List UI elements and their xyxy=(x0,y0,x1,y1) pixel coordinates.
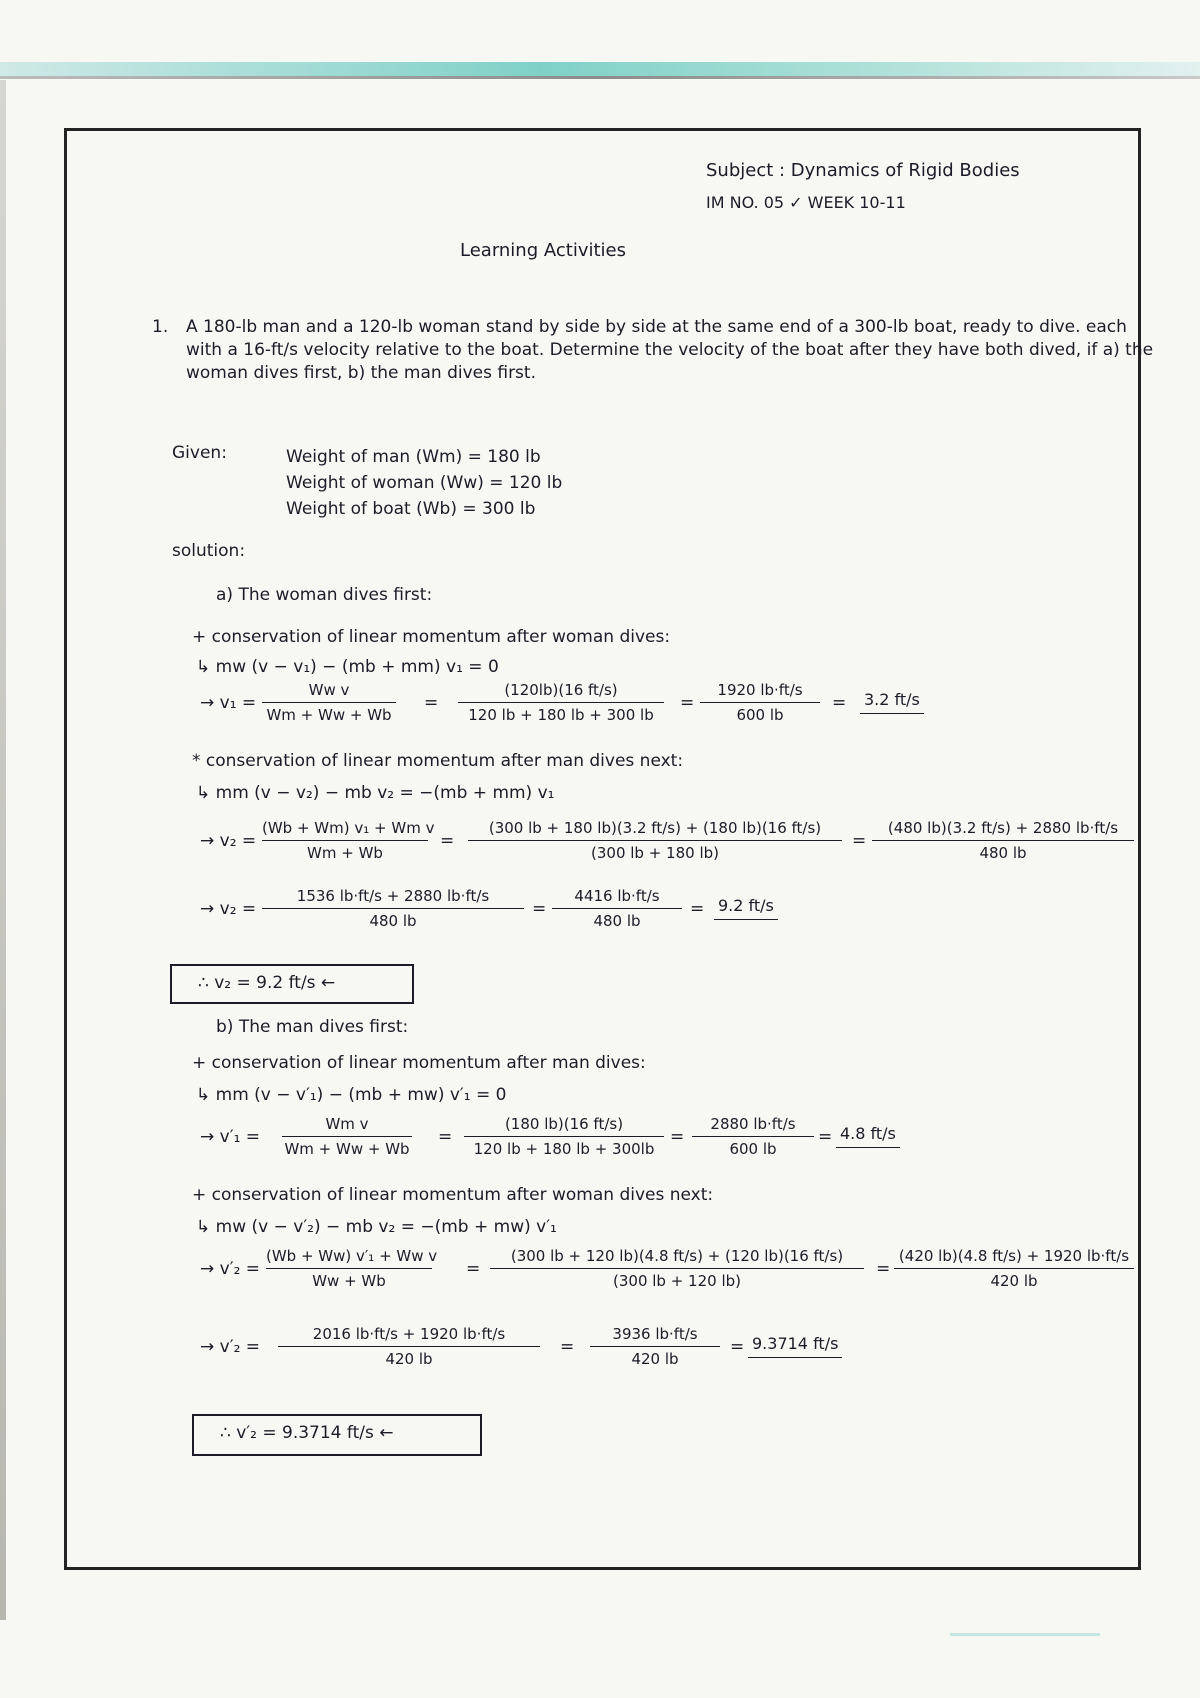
equals-sign: = xyxy=(852,831,867,851)
fraction-denominator: 600 lb xyxy=(736,706,784,724)
part-a-step2-fraction-substituted xyxy=(468,818,842,863)
fraction-denominator: 480 lb xyxy=(369,912,417,930)
fraction-denominator: (300 lb + 120 lb) xyxy=(613,1272,741,1290)
part-a-step1-note: + conservation of linear momentum after woman dives: xyxy=(192,627,671,647)
problem-number: 1. xyxy=(152,317,169,337)
part-a-step3-fraction-sum xyxy=(262,886,524,931)
equals-sign: = xyxy=(730,1337,745,1357)
part-a-step1-fraction-simplified xyxy=(700,680,820,725)
fraction-denominator: 600 lb xyxy=(729,1140,777,1158)
part-b-step1-note: + conservation of linear momentum after man dives: xyxy=(192,1053,646,1073)
part-a-step1-equation: ↳ mw (v − v₁) − (mb + mm) v₁ = 0 xyxy=(196,657,499,677)
fraction-denominator: 120 lb + 180 lb + 300 lb xyxy=(468,706,654,724)
part-b-step3-fraction-sum xyxy=(278,1324,540,1369)
fraction-numerator: 2016 lb·ft/s + 1920 lb·ft/s xyxy=(312,1325,506,1343)
equals-sign: = xyxy=(670,1127,685,1147)
fraction-numerator: (120lb)(16 ft/s) xyxy=(504,681,618,699)
part-b-step1-fraction-substituted xyxy=(464,1114,664,1159)
fraction-numerator: 3936 lb·ft/s xyxy=(612,1325,698,1343)
equals-sign: = xyxy=(876,1259,891,1279)
part-a-answer-box: ∴ v₂ = 9.2 ft/s ← xyxy=(170,964,414,1004)
fraction-numerator: (480 lb)(3.2 ft/s) + 2880 lb·ft/s xyxy=(887,819,1119,837)
given-label: Given: xyxy=(172,443,227,463)
part-a-step2-fraction-symbolic xyxy=(262,818,435,863)
solution-label: solution: xyxy=(172,541,246,561)
part-b-step2-fraction-substituted xyxy=(490,1246,864,1291)
fraction-denominator: 420 lb xyxy=(631,1350,679,1368)
fraction-numerator: (Wb + Wm) v₁ + Wm v xyxy=(262,819,435,837)
page-title: Learning Activities xyxy=(460,240,626,261)
part-a-step3-fraction-total xyxy=(552,886,682,931)
fraction-numerator: 4416 lb·ft/s xyxy=(574,887,660,905)
equals-sign: = xyxy=(440,831,455,851)
equals-sign: = xyxy=(680,693,695,713)
fraction-numerator: (300 lb + 120 lb)(4.8 ft/s) + (120 lb)(16 ft/s) xyxy=(510,1247,844,1265)
im-week-line: IM NO. 05 ✓ WEEK 10-11 xyxy=(706,193,906,212)
fraction-denominator: 420 lb xyxy=(990,1272,1038,1290)
part-b-step2-note: + conservation of linear momentum after woman dives next: xyxy=(192,1185,714,1205)
part-a-v1-result: 3.2 ft/s xyxy=(860,690,924,714)
part-b-v2-result: 9.3714 ft/s xyxy=(748,1334,842,1358)
part-b-step3-lead: → v′₂ = xyxy=(200,1337,261,1357)
part-b-step1-fraction-simplified xyxy=(692,1114,814,1159)
part-b-step1-fraction-symbolic xyxy=(282,1114,412,1159)
subject-line: Subject : Dynamics of Rigid Bodies xyxy=(706,160,1020,181)
part-a-v2-result: 9.2 ft/s xyxy=(714,896,778,920)
fraction-denominator: Wm + Ww + Wb xyxy=(284,1140,410,1158)
part-a-step1-fraction-substituted xyxy=(458,680,664,725)
fraction-denominator: 480 lb xyxy=(979,844,1027,862)
part-a-step2-lead: → v₂ = xyxy=(200,831,257,851)
fraction-numerator: Wm v xyxy=(325,1115,369,1133)
equals-sign: = xyxy=(560,1337,575,1357)
part-a-step2-note: * conservation of linear momentum after man dives next: xyxy=(192,751,684,771)
equals-sign: = xyxy=(532,899,547,919)
fraction-denominator: 120 lb + 180 lb + 300lb xyxy=(473,1140,655,1158)
scan-bottom-mark xyxy=(950,1633,1100,1636)
fraction-denominator: (300 lb + 180 lb) xyxy=(591,844,719,862)
equals-sign: = xyxy=(466,1259,481,1279)
given-line-man: Weight of man (Wm) = 180 lb xyxy=(286,447,541,467)
part-b-step1-lead: → v′₁ = xyxy=(200,1127,261,1147)
part-b-step2-lead: → v′₂ = xyxy=(200,1259,261,1279)
equals-sign: = xyxy=(818,1127,833,1147)
part-b-step3-fraction-total xyxy=(590,1324,720,1369)
part-b-step1-equation: ↳ mm (v − v′₁) − (mb + mw) v′₁ = 0 xyxy=(196,1085,507,1105)
part-b-step2-equation: ↳ mw (v − v′₂) − mb v₂ = −(mb + mw) v′₁ xyxy=(196,1217,557,1237)
fraction-numerator: 2880 lb·ft/s xyxy=(710,1115,796,1133)
problem-statement: A 180-lb man and a 120-lb woman stand by side by side at the same end of a 300-lb boat, ready to dive. each with a 16-ft/s velocity relative to the boat. Determine the velocity of the boat after they have both dived, if a) the woman dives first, b) the man dives first. xyxy=(186,317,1154,383)
fraction-numerator: (300 lb + 180 lb)(3.2 ft/s) + (180 lb)(16 ft/s) xyxy=(488,819,822,837)
fraction-numerator: Ww v xyxy=(308,681,350,699)
fraction-denominator: 420 lb xyxy=(385,1350,433,1368)
part-a-step1-fraction-symbolic xyxy=(262,680,396,725)
part-a-step1-lead: → v₁ = xyxy=(200,693,257,713)
given-line-woman: Weight of woman (Ww) = 120 lb xyxy=(286,473,563,493)
part-a-step2-equation: ↳ mm (v − v₂) − mb v₂ = −(mb + mm) v₁ xyxy=(196,783,555,803)
part-a-step2-fraction-simplified xyxy=(872,818,1134,863)
part-a-heading: a) The woman dives first: xyxy=(216,585,433,605)
part-b-step2-fraction-simplified xyxy=(894,1246,1134,1291)
part-b-answer-box: ∴ v′₂ = 9.3714 ft/s ← xyxy=(192,1414,482,1456)
equals-sign: = xyxy=(424,693,439,713)
fraction-denominator: 480 lb xyxy=(593,912,641,930)
fraction-numerator: 1920 lb·ft/s xyxy=(717,681,803,699)
scan-left-edge xyxy=(0,80,6,1620)
equals-sign: = xyxy=(832,693,847,713)
fraction-denominator: Ww + Wb xyxy=(312,1272,386,1290)
equals-sign: = xyxy=(438,1127,453,1147)
scan-top-band xyxy=(0,62,1200,76)
part-a-step3-lead: → v₂ = xyxy=(200,899,257,919)
fraction-numerator: (420 lb)(4.8 ft/s) + 1920 lb·ft/s xyxy=(898,1247,1130,1265)
fraction-numerator: 1536 lb·ft/s + 2880 lb·ft/s xyxy=(296,887,490,905)
scan-top-edge xyxy=(0,76,1200,79)
part-b-v1-result: 4.8 ft/s xyxy=(836,1124,900,1148)
given-line-boat: Weight of boat (Wb) = 300 lb xyxy=(286,499,536,519)
fraction-numerator: (180 lb)(16 ft/s) xyxy=(504,1115,624,1133)
equals-sign: = xyxy=(690,899,705,919)
part-b-heading: b) The man dives first: xyxy=(216,1017,409,1037)
part-b-step2-fraction-symbolic xyxy=(266,1246,438,1291)
fraction-numerator: (Wb + Ww) v′₁ + Ww v xyxy=(266,1247,438,1265)
fraction-denominator: Wm + Wb xyxy=(307,844,383,862)
fraction-denominator: Wm + Ww + Wb xyxy=(266,706,392,724)
